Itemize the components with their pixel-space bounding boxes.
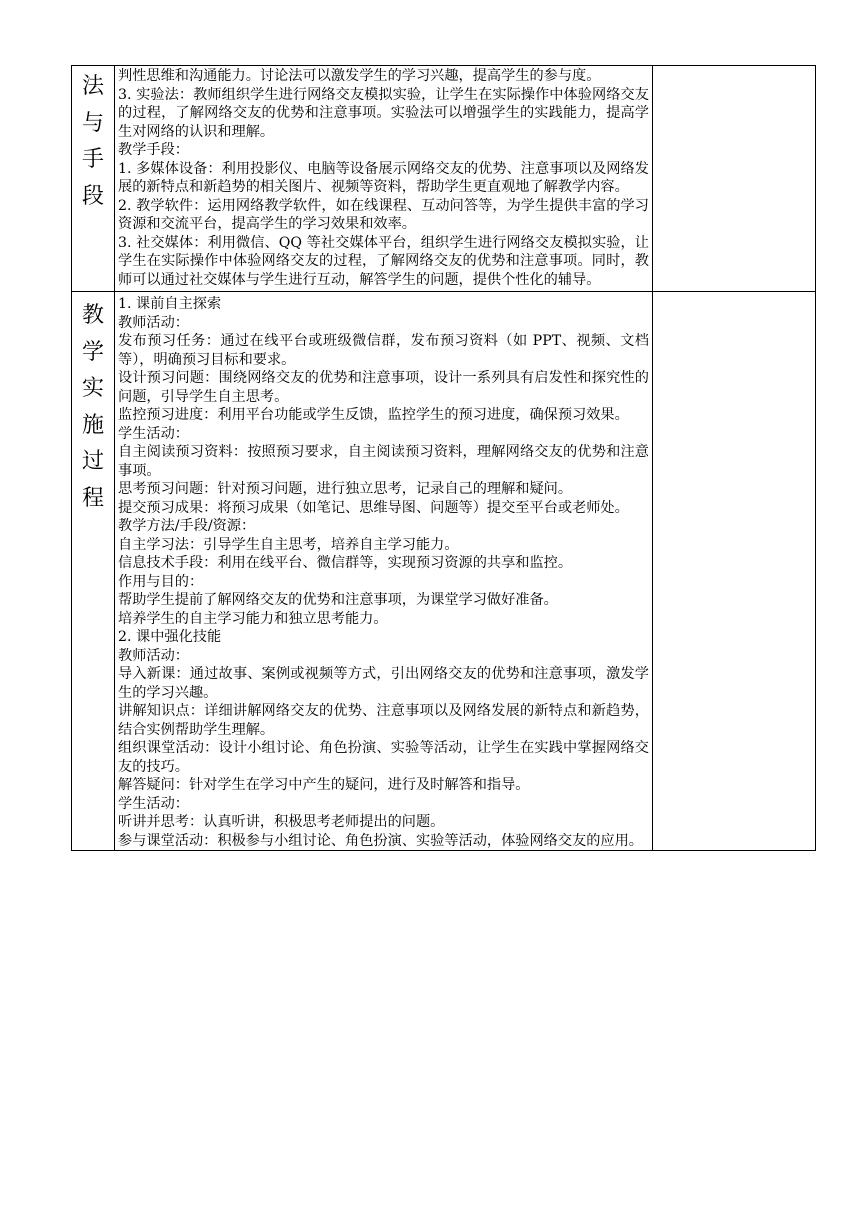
methods-label	[72, 66, 114, 215]
document-page	[71, 65, 808, 851]
paragraph: 教师活动：	[118, 647, 189, 664]
label-char: 实	[81, 376, 104, 401]
paragraph: 2. 教学软件：运用网络教学软件，如在线课程、互动问答等，为学生提供丰富的学习资源和交流平台，提高学生的学习效果和效率。	[118, 197, 649, 232]
paragraph: 教学方法/手段/资源：	[118, 518, 256, 534]
label-char: 程	[81, 485, 104, 511]
paragraph: 3. 社交媒体：利用微信、QQ 等社交媒体平台，组织学生进行网络交友模拟实验，让学生在实际操作中体验网络交友的过程，了解网络交友的优势和注意事项。同时，教师可以通过社交媒体与学生进行互动，解答学生的问题，提供个性化的辅导。	[118, 234, 649, 288]
paragraph: 2. 课中强化技能	[118, 629, 222, 645]
label-char: 施	[81, 412, 104, 438]
paragraph: 听讲并思考：认真听讲，积极思考老师提出的问题。	[118, 814, 445, 830]
lesson-plan-table	[71, 65, 816, 851]
paragraph: 自主阅读预习资料：按照预习要求，自主阅读预习资料，理解网络交友的优势和注意事项。	[118, 444, 649, 479]
methods-label-cell	[72, 66, 115, 292]
methods-and-means-row	[72, 66, 816, 292]
paragraph: 思考预习问题：针对预习问题，进行独立思考，记录自己的理解和疑问。	[118, 481, 573, 497]
paragraph: 教学手段：	[118, 142, 189, 158]
paragraph: 培养学生的自主学习能力和独立思考能力。	[118, 610, 388, 627]
methods-note-cell	[653, 66, 816, 292]
process-content	[118, 292, 649, 850]
process-note-cell	[653, 292, 816, 851]
paragraph: 提交预习成果：将预习成果（如笔记、思维导图、问题等）提交至平台或老师处。	[118, 499, 629, 516]
label-char: 教	[81, 303, 104, 328]
label-char: 段	[81, 183, 104, 209]
paragraph: 3. 实验法：教师组织学生进行网络交友模拟实验，让学生在实际操作中体验网络交友的过程，了解网络交友的优势和注意事项。实验法可以增强学生的实践能力，提高学生对网络的认识和理解。	[118, 86, 649, 140]
paragraph: 学生活动：	[118, 425, 189, 442]
label-char: 法	[81, 74, 104, 99]
paragraph: 1. 课前自主探索	[118, 296, 222, 312]
paragraph: 设计预习问题：围绕网络交友的优势和注意事项，设计一系列具有启发性和探究性的问题，引导学生自主思考。	[118, 370, 649, 405]
process-label-cell	[72, 292, 115, 851]
methods-content-cell	[115, 66, 653, 292]
paragraph: 信息技术手段：利用在线平台、微信群等，实现预习资源的共享和监控。	[118, 555, 573, 571]
paragraph: 自主学习法：引导学生自主思考，培养自主学习能力。	[118, 536, 459, 553]
paragraph: 参与课堂活动：积极参与小组讨论、角色扮演、实验等活动，体验网络交友的应用。	[118, 832, 643, 849]
label-char: 学	[81, 339, 104, 365]
paragraph: 教师活动：	[118, 314, 189, 331]
paragraph: 讲解知识点：详细讲解网络交友的优势、注意事项以及网络发展的新特点和新趋势，结合实例帮助学生理解。	[118, 703, 649, 738]
implementation-process-row	[72, 292, 816, 851]
label-char: 过	[81, 449, 104, 474]
paragraph: 发布预习任务：通过在线平台或班级微信群，发布预习资料（如 PPT、视频、文档等），明确预习目标和要求。	[118, 333, 649, 368]
paragraph: 1. 多媒体设备：利用投影仪、电脑等设备展示网络交友的优势、注意事项以及网络发展的新特点和新趋势的相关图片、视频等资料，帮助学生更直观地了解教学内容。	[118, 160, 649, 195]
paragraph: 解答疑问：针对学生在学习中产生的疑问，进行及时解答和指导。	[118, 777, 530, 793]
paragraph: 学生活动：	[118, 795, 189, 812]
paragraph: 监控预习进度：利用平台功能或学生反馈，监控学生的预习进度，确保预习效果。	[118, 407, 629, 423]
process-content-cell	[115, 292, 653, 851]
methods-content	[118, 66, 649, 291]
label-char: 与	[81, 110, 104, 136]
paragraph: 组织课堂活动：设计小组讨论、角色扮演、实验等活动，让学生在实践中掌握网络交友的技巧。	[118, 740, 649, 775]
paragraph: 判性思维和沟通能力。讨论法可以激发学生的学习兴趣，提高学生的参与度。	[118, 68, 601, 84]
process-label	[72, 292, 114, 517]
paragraph: 导入新课：通过故事、案例或视频等方式，引出网络交友的优势和注意事项，激发学生的学习兴趣。	[118, 666, 649, 701]
paragraph: 作用与目的：	[118, 573, 204, 590]
paragraph: 帮助学生提前了解网络交友的优势和注意事项，为课堂学习做好准备。	[118, 592, 558, 608]
label-char: 手	[81, 147, 104, 172]
